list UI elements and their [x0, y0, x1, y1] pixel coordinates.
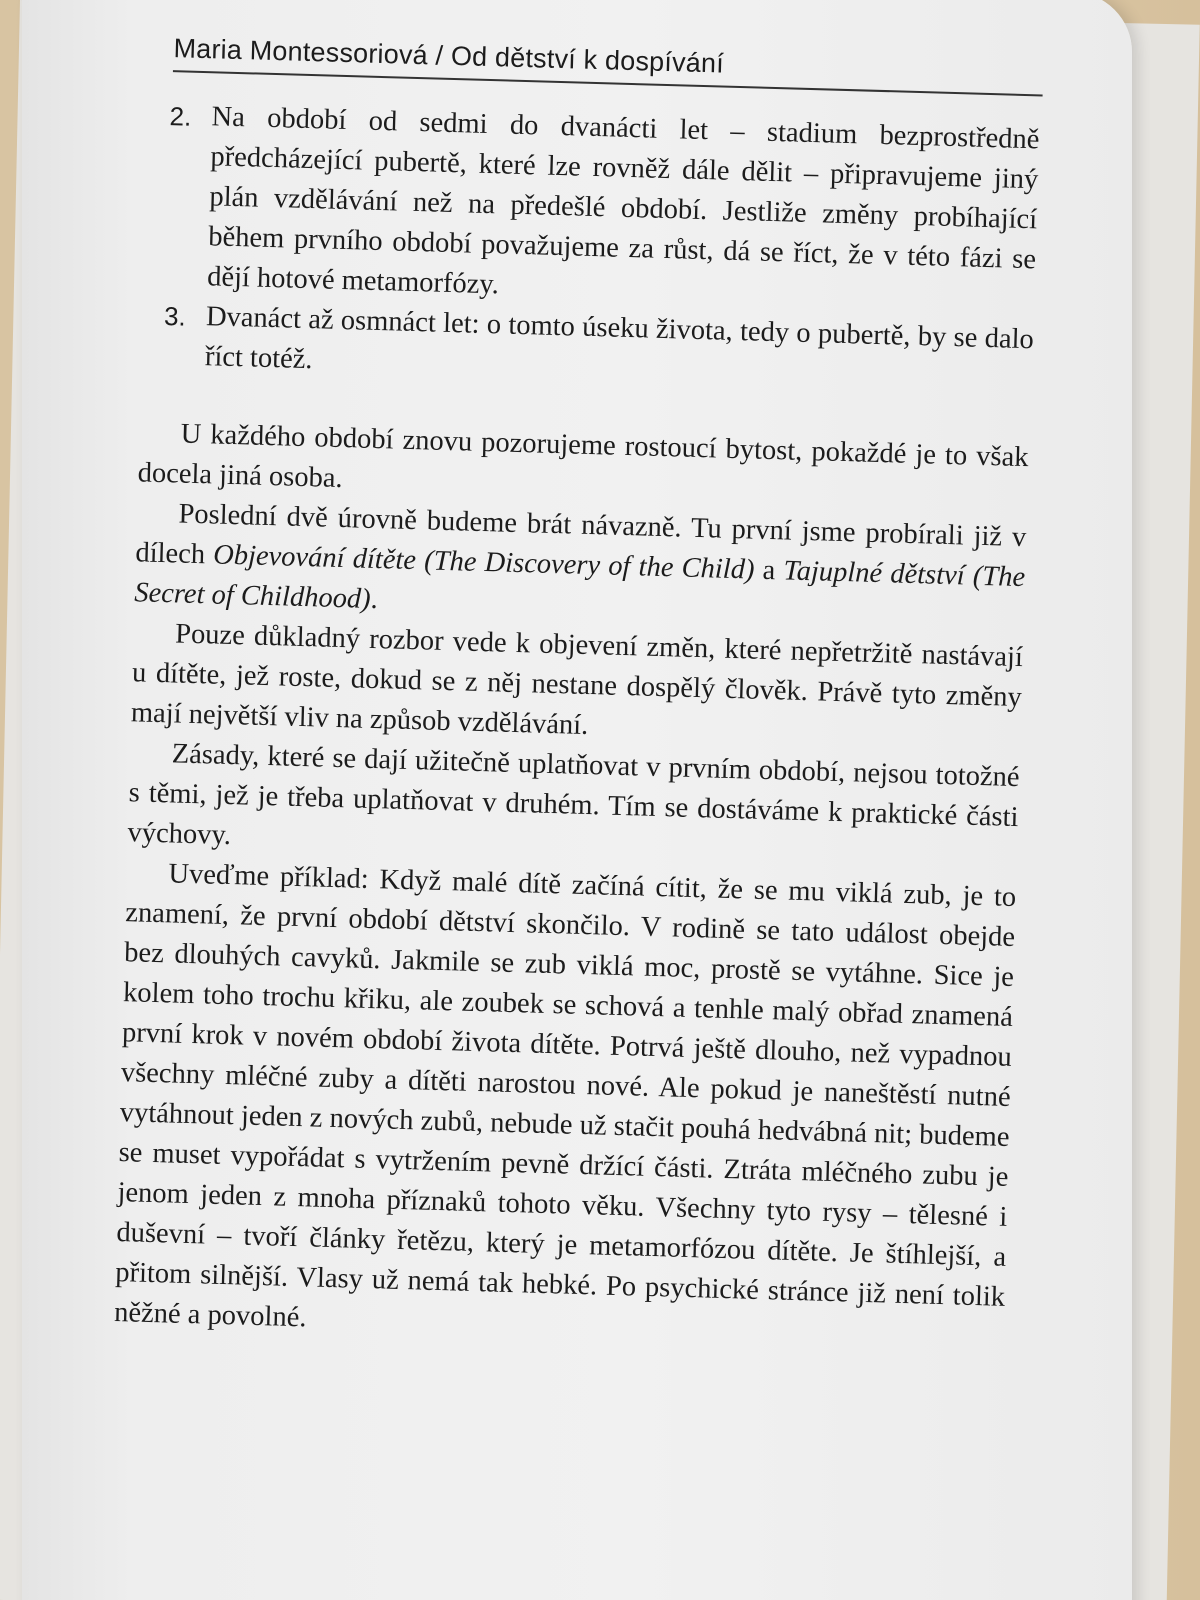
- list-item-text: Dvanáct až osmnáct let: o tomto úseku života, tedy o pubertě, by se dalo říct totéž.: [204, 301, 1035, 376]
- paragraph-text: .: [370, 583, 379, 616]
- paragraph: Uveďme příklad: Když malé dítě začíná cítit, že se mu viklá zub, je to znamení, že první období dětství skončilo. V rodině se tato událost obejde bez dlouhých cavyků. Jakmile se zub viklá moc, prostě se vytáhne. Sice je kolem toho trochu křiku, ale zoubek se schová a tenhle malý obřad znamená první krok v novém období života dítěte. Potrvá ještě dlouho, než vypadnou všechny mléčné zuby a dítěti narostou nové. Ale pokud je naneštěstí nutné vytáhnout jeden z nových zubů, nebude už stačit pouhá hedvábná nit; budeme se muset vypořádat s vytržením pevně držící části. Ztráta mléčného zubu je jenom jeden z mnoha příznaků tohoto věku. Všechny tyto rysy – tělesné i duševní – tvoří články řetězu, který je metamorfózou dítěte. Je štíhlejší, a přitom silnější. Vlasy už nemá tak hebké. Po psychické stránce již není tolik něžné a povolné.: [113, 858, 1017, 1334]
- list-item: [165, 96, 1040, 320]
- running-header: Maria Montessoriová / Od dětství k dospívání: [173, 33, 1044, 96]
- body-text: [114, 413, 1029, 1357]
- paragraph-text: a: [754, 554, 784, 587]
- list-item-number: 2.: [169, 101, 192, 132]
- book-title: Tajuplné dětství (The Secret of Childhood): [133, 555, 1026, 615]
- list-item-number: 3.: [163, 301, 187, 332]
- book-page: [22, 0, 1132, 1600]
- numbered-list: [162, 96, 1039, 400]
- paragraph-text: Poslední dvě úrovně budeme brát návazně. Tu první jsme probírali již v dílech: [135, 498, 1027, 571]
- page-content: [96, 32, 1072, 1359]
- book-title: Objevování dítěte (The Discovery of the Child): [212, 539, 755, 586]
- paragraph: Zásady, které se dají užitečně uplatňovat v prvním období, nejsou totožné s těmi, jež je třeba uplatňovat v druhém. Tím se dostáváme k praktické části výchovy.: [127, 738, 1020, 852]
- list-item-text: Na období od sedmi do dvanácti let – stadium bezprostředně předcházející pubertě, které lze rovněž dále dělit – připravujeme jiný plán vzdělávání než na předešlé období. Jestliže změny probíhající během prvního období považujeme za růst, dá se říct, že v této fázi se dějí hotové metamorfózy.: [206, 101, 1040, 301]
- paragraph: U každého období znovu pozorujeme rostoucí bytost, pokaždé je to však docela jiná osoba.: [137, 418, 1029, 495]
- paragraph: Pouze důkladný rozbor vede k objevení změn, které nepřetržitě nastávají u dítěte, jež roste, dokud se z něj nestane dospělý člověk. Právě tyto změny mají největší vliv na způsob vzdělávání.: [130, 618, 1024, 742]
